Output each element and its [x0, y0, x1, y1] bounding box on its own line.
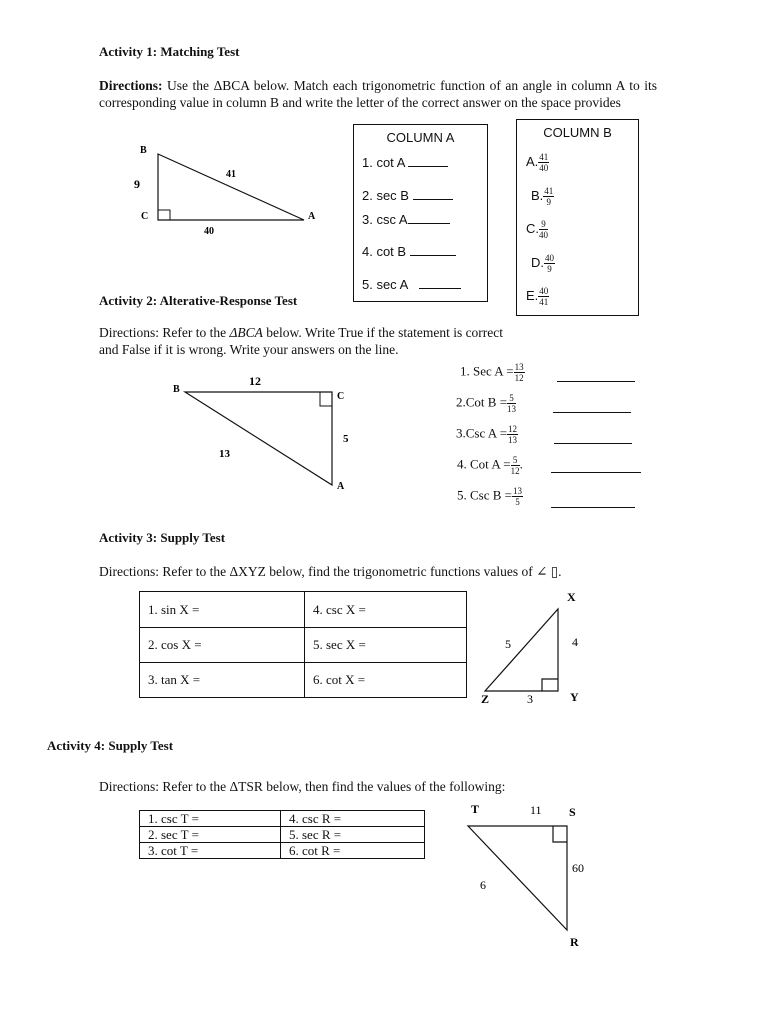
fraction: $\frac{41}{9}$: [544, 186, 554, 207]
column-b-item-a: [526, 152, 549, 173]
directions-line2: and False if it is wrong. Write your answers on the line.: [99, 342, 399, 357]
right-angle-mark: [542, 679, 558, 691]
right-side-label: 5: [343, 433, 349, 445]
activity4-title: Activity 4: Supply Test: [47, 738, 174, 753]
item-label: 2. sec B: [362, 188, 409, 203]
fraction: $\frac{5}{12}$: [510, 455, 520, 476]
vertex-x: X: [567, 590, 576, 604]
answer-cell[interactable]: 4. csc X =: [305, 592, 467, 628]
vertex-r: R: [570, 935, 579, 949]
answer-cell[interactable]: 1. csc T =: [140, 811, 281, 827]
column-a-item-4: [362, 244, 456, 259]
activity3-title: Activity 3: Supply Test: [99, 530, 226, 545]
table-row: [140, 592, 467, 628]
fraction: $\frac{40}{41}$: [539, 286, 549, 307]
top-side-label: 12: [249, 374, 261, 388]
answer-cell[interactable]: 4. csc R =: [281, 811, 425, 827]
activity1-directions: [99, 77, 657, 111]
triangle-tsr: [460, 798, 600, 953]
activity3-directions: Directions: Refer to the ΔXYZ below, find the trigonometric functions values of ∠ ▯.: [99, 564, 562, 579]
activity1-title: Activity 1: Matching Test: [99, 44, 240, 59]
answer-blank[interactable]: [413, 199, 453, 200]
item-label: 3. csc A: [362, 212, 408, 227]
answer-line-4[interactable]: [551, 458, 641, 473]
item-letter: D.: [531, 254, 544, 270]
right-side-label: 4: [572, 635, 578, 649]
fraction: $\frac{13}{12}$: [514, 362, 524, 383]
column-b-box: [516, 119, 639, 316]
top-side-label: 11: [530, 803, 542, 817]
answer-blank[interactable]: [419, 288, 461, 289]
item-letter: E.: [526, 287, 539, 303]
item-letter: A.: [526, 153, 539, 169]
column-a-item-5: [362, 277, 461, 292]
column-a-box: [353, 124, 488, 302]
vertex-z: Z: [481, 692, 490, 706]
right-angle-mark: [158, 210, 170, 220]
column-b-item-d: [531, 253, 555, 274]
vertex-c: C: [141, 211, 149, 222]
triangle-bca-1: [128, 140, 328, 240]
item-label: 4. cot B: [362, 244, 407, 259]
directions-text: Use the ΔBCA below. Match each trigonometric function of an angle in column A to its corresponding value in column B and write the letter of the correct answer on the space provides: [99, 78, 657, 110]
fraction: $\frac{41}{40}$: [539, 152, 549, 173]
side-ca-label: 40: [204, 226, 214, 237]
item-label: 5. Csc B =: [457, 487, 513, 503]
directions-triangle: ΔBCA: [229, 325, 263, 340]
column-b-item-e: [526, 286, 549, 307]
answer-cell[interactable]: 6. cot X =: [305, 663, 467, 698]
vertex-b: B: [140, 145, 147, 156]
fraction: $\frac{40}{9}$: [545, 253, 554, 274]
answer-blank[interactable]: [408, 223, 450, 224]
hyp-label: 13: [219, 448, 230, 460]
item-label: 1. Sec A =: [460, 363, 514, 379]
side-bc-label: 9: [134, 177, 140, 191]
vertex-a: A: [308, 211, 316, 222]
bottom-side-label: 3: [527, 692, 533, 706]
item-label: 4. Cot A =: [457, 456, 511, 472]
item-label: 1. cot A: [362, 155, 405, 170]
answer-cell[interactable]: 5. sec X =: [305, 628, 467, 663]
activity2-item-5: [457, 486, 523, 507]
right-angle-mark: [553, 826, 567, 842]
fraction: $\frac{13}{5}$: [513, 486, 523, 507]
table-row: [140, 663, 467, 698]
answer-line-1[interactable]: [557, 367, 635, 382]
activity2-item-1: [460, 362, 525, 383]
directions-pre: Directions: Refer to the: [99, 325, 230, 340]
fraction: $\frac{12}{13}$: [508, 424, 518, 445]
hyp-label: 5: [505, 637, 511, 651]
vertex-y: Y: [570, 690, 579, 704]
answer-line-3[interactable]: [554, 429, 632, 444]
answer-cell[interactable]: 5. sec R =: [281, 827, 425, 843]
activity3-table: [139, 591, 467, 698]
answer-cell[interactable]: 3. cot T =: [140, 843, 281, 859]
answer-line-5[interactable]: [551, 493, 635, 508]
column-a-item-2: [362, 188, 453, 203]
answer-cell[interactable]: 6. cot R =: [281, 843, 425, 859]
answer-cell[interactable]: 2. sec T =: [140, 827, 281, 843]
vertex-a: A: [337, 481, 345, 492]
column-b-header: COLUMN B: [543, 125, 612, 140]
answer-blank[interactable]: [410, 255, 456, 256]
triangle-shape: [185, 392, 332, 485]
activity2-item-3: [456, 424, 518, 445]
item-label: 2.Cot B =: [456, 394, 508, 410]
triangle-xyz: [470, 585, 600, 710]
item-letter: C.: [526, 220, 539, 236]
answer-cell[interactable]: 1. sin X =: [140, 592, 305, 628]
fraction: $\frac{9}{40}$: [539, 219, 548, 240]
table-row: [140, 827, 425, 843]
activity2-item-2: [456, 393, 516, 414]
answer-blank[interactable]: [408, 166, 448, 167]
column-a-item-3: [362, 212, 450, 227]
triangle-shape: [158, 154, 304, 220]
answer-line-2[interactable]: [553, 398, 631, 413]
activity4-table: [139, 810, 425, 859]
vertex-c: C: [337, 391, 345, 402]
directions-post: below. Write True if the statement is correct: [262, 325, 504, 340]
hyp-label: 6: [480, 878, 486, 892]
activity2-title: Activity 2: Alterative-Response Test: [99, 293, 298, 308]
table-row: [140, 628, 467, 663]
activity2-item-4: 4. Cot A = $\frac{5}{12}$ .: [457, 455, 523, 476]
table-row: [140, 843, 425, 859]
item-letter: B.: [531, 187, 544, 203]
activity2-directions: [99, 324, 629, 358]
directions-label: Directions:: [99, 78, 163, 93]
item-label: 5. sec A: [362, 277, 408, 292]
hyp-label: 41: [226, 169, 236, 180]
vertex-s: S: [569, 805, 576, 819]
answer-cell[interactable]: 3. tan X =: [140, 663, 305, 698]
column-a-item-1: [362, 155, 448, 170]
column-b-item-b: [531, 186, 554, 207]
item-label: 3.Csc A =: [456, 425, 508, 441]
right-angle-mark: [320, 392, 332, 406]
vertex-t: T: [471, 802, 480, 816]
triangle-bca-2: [165, 370, 365, 500]
column-a-header: COLUMN A: [386, 130, 455, 145]
vertex-b: B: [173, 384, 180, 395]
answer-cell[interactable]: 2. cos X =: [140, 628, 305, 663]
activity4-directions: Directions: Refer to the ΔTSR below, then find the values of the following:: [99, 779, 506, 794]
right-side-label: 60: [572, 861, 584, 875]
column-b-item-c: [526, 219, 548, 240]
fraction: $\frac{5}{13}$: [507, 393, 517, 414]
table-row: [140, 811, 425, 827]
